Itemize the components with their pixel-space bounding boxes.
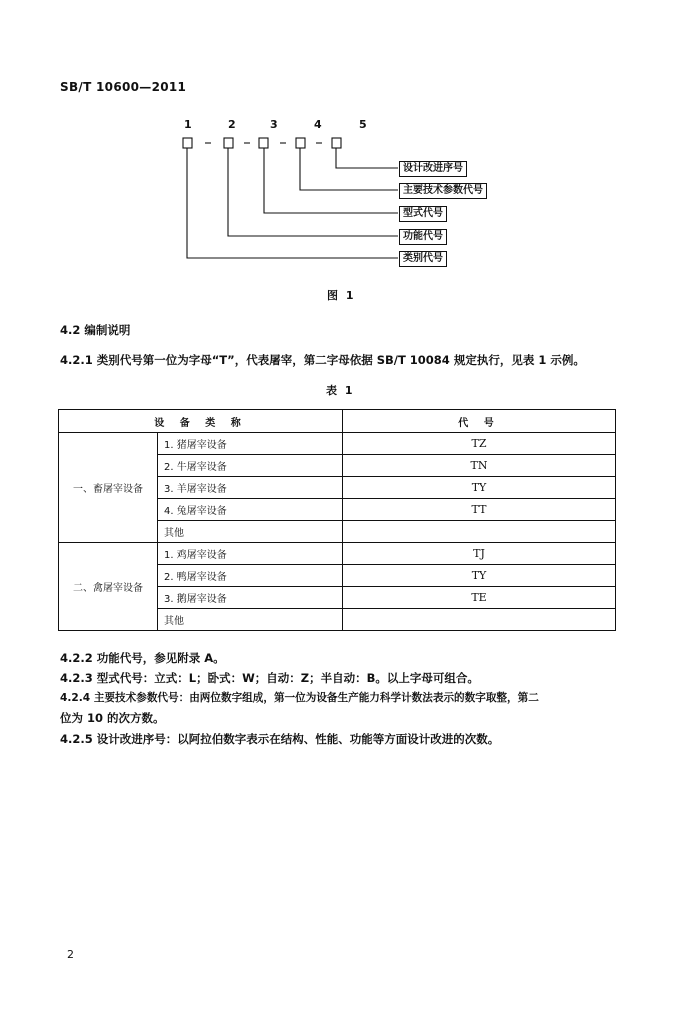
code-slot-box (332, 138, 341, 148)
header-equipment-category: 设 备 类 称 (59, 410, 343, 433)
position-number: 1 (184, 118, 192, 131)
code-slot-box (224, 138, 233, 148)
equipment-code-table (58, 409, 616, 631)
table-header-row (59, 410, 616, 433)
paragraph-4-2-4-line1: 4.2.4 主要技术参数代号：由两位数字组成，第一位为设备生产能力科学计数法表示的数字取整，第二 (60, 692, 539, 704)
item-code: TY (343, 477, 616, 499)
group-label: 一、畜屠宰设备 (59, 433, 158, 543)
table-row (59, 433, 616, 455)
item-name: 2. 鸭屠宰设备 (158, 565, 343, 587)
code-slot-box (183, 138, 192, 148)
table-row (59, 543, 616, 565)
group-label: 二、禽屠宰设备 (59, 543, 158, 631)
paragraph-4-2-5: 4.2.5 设计改进序号：以阿拉伯数字表示在结构、性能、功能等方面设计改进的次数。 (60, 732, 500, 746)
item-code: TT (343, 499, 616, 521)
item-name: 1. 猪屠宰设备 (158, 433, 343, 455)
paragraph-4-2-2: 4.2.2 功能代号，参见附录 A。 (60, 651, 225, 665)
header-code: 代 号 (343, 410, 616, 433)
item-code: TN (343, 455, 616, 477)
code-slot-box (259, 138, 268, 148)
position-number: 3 (270, 118, 278, 131)
item-code: TE (343, 587, 616, 609)
label-main-parameter: 主要技术参数代号 (399, 183, 487, 199)
item-name: 其他 (158, 609, 343, 631)
section-heading: 4.2 编制说明 (60, 323, 131, 337)
item-name: 4. 兔屠宰设备 (158, 499, 343, 521)
item-name: 3. 鹅屠宰设备 (158, 587, 343, 609)
paragraph-4-2-1: 4.2.1 类别代号第一位为字母“T”，代表屠宰，第二字母依据 SB/T 10084 规定执行，见表 1 示例。 (60, 353, 585, 367)
item-name: 其他 (158, 521, 343, 543)
item-code: TZ (343, 433, 616, 455)
item-code: TY (343, 565, 616, 587)
position-number: 5 (359, 118, 367, 131)
item-name: 2. 牛屠宰设备 (158, 455, 343, 477)
position-number: 4 (314, 118, 322, 131)
position-number: 2 (228, 118, 236, 131)
diagram-lines (0, 0, 700, 300)
figure-caption: 图 1 (327, 289, 356, 302)
standard-code: SB/T 10600—2011 (60, 80, 187, 94)
item-name: 1. 鸡屠宰设备 (158, 543, 343, 565)
paragraph-4-2-3: 4.2.3 型式代号：立式：L；卧式：W；自动：Z；半自动：B。以上字母可组合。 (60, 671, 479, 685)
label-type-code: 型式代号 (399, 206, 447, 222)
code-slot-box (296, 138, 305, 148)
paragraph-4-2-4-line2: 位为 10 的次方数。 (60, 711, 165, 725)
item-code: TJ (343, 543, 616, 565)
item-code (343, 521, 616, 543)
page-number: 2 (67, 948, 74, 961)
item-name: 3. 羊屠宰设备 (158, 477, 343, 499)
item-code (343, 609, 616, 631)
label-category-code: 类别代号 (399, 251, 447, 267)
label-design-revision: 设计改进序号 (399, 161, 467, 177)
table-caption: 表 1 (326, 384, 355, 397)
label-function-code: 功能代号 (399, 229, 447, 245)
